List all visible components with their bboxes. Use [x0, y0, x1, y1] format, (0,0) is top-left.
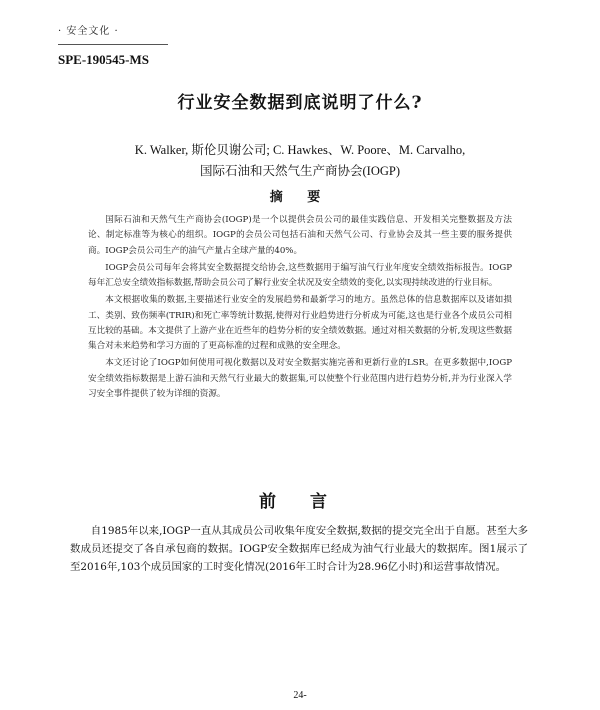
- abstract-body: [88, 213, 512, 404]
- author-line-2: 国际石油和天然气生产商协会(IOGP): [200, 164, 400, 178]
- abstract-paragraph: 国际石油和天然气生产商协会(IOGP)是一个以提供会员公司的最佳实践信息、开发相关完整数据及方法论、制定标准等为核心的组织。IOGP的会员公司包括石油和天然气公司、行业协会及其一些主要的服务提供商。IOGP会员公司生产的油气产量占全球产量的40%。: [88, 215, 512, 256]
- paper-code: SPE-190545-MS: [58, 52, 149, 67]
- page-number: 24-: [293, 690, 307, 701]
- abstract-paragraph: 本文根据收集的数据,主要描述行业安全的发展趋势和最新学习的地方。虽然总体的信息数据库以及诸如损工、类别、致伤频率(TRIR)和死亡率等统计数据,使得对行业趋势进行分析成为可能,这也是行业各个成员公司相互比较的基础。本文提供了上游产业在近些年的趋势分析的安全绩效数据。通过对相关数据的分析,发现这些数据集合对未来趋势和学习方面的了更高标准的过程和成熟的安全理念。: [88, 295, 512, 352]
- header-rule: [58, 44, 168, 45]
- author-block: [0, 140, 600, 182]
- article-title: 行业安全数据到底说明了什么?: [177, 93, 423, 113]
- abstract-heading: 摘 要: [269, 190, 331, 205]
- introduction-body: [70, 522, 528, 576]
- author-line-1: K. Walker, 斯伦贝谢公司; C. Hawkes、W. Poore、M. Carvalho,: [134, 143, 466, 157]
- column-tag: · 安全文化 ·: [58, 26, 119, 37]
- introduction-paragraph: 自1985年以来,IOGP一直从其成员公司收集年度安全数据,数据的提交完全出于自愿。甚至大多数成员还提交了各自承包商的数据。IOGP安全数据库已经成为油气行业最大的数据库。图1展示了至2016年,103个成员国家的工时变化情况(2016年工时合计为28.96亿小时)和运营事故情况。: [70, 525, 528, 573]
- abstract-paragraph: IOGP会员公司每年会将其安全数据提交给协会,这些数据用于编写油气行业年度安全绩效指标报告。IOGP每年汇总安全绩效指标数据,帮助会员公司了解行业安全状况及安全绩效的变化,以实现持续改进的行业目标。: [88, 262, 512, 289]
- introduction-heading: 前 言: [259, 492, 341, 512]
- abstract-paragraph: 本文还讨论了IOGP如何使用可视化数据以及对安全数据实施完善和更新行业的LSR。在更多数据中,IOGP安全绩效指标数据是上游石油和天然气行业最大的数据集,可以使整个行业范围内进行趋势分析,并为行业深入学习安全事件提供了较为详细的资源。: [88, 358, 512, 400]
